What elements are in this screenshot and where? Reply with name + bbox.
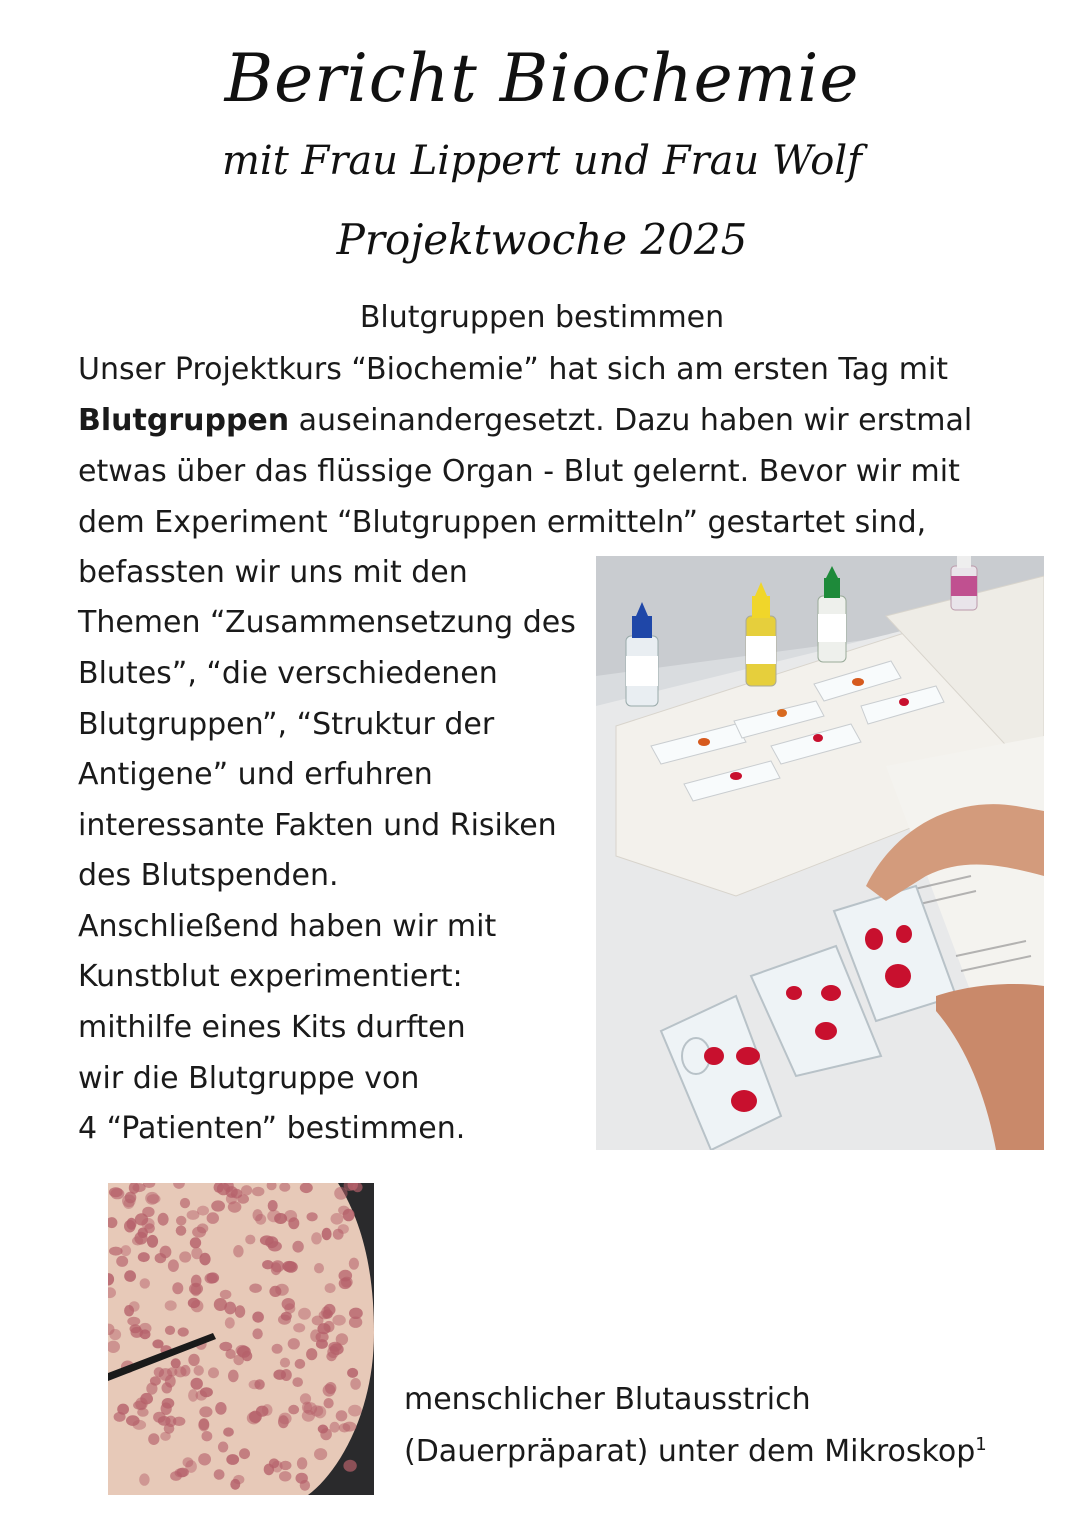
blood-cell [279,1471,291,1481]
blood-cell [252,1187,264,1197]
blood-cell [349,1258,359,1270]
blood-cell [252,1328,262,1339]
blood-cell [296,1473,308,1484]
microscope-photo [108,1183,374,1495]
blood-cell [154,1367,164,1377]
body-line: Themen “Zusammensetzung des [78,605,576,640]
blood-cell [109,1247,123,1256]
blood-cell [198,1453,211,1465]
blood-cell [148,1433,159,1445]
blood-cell [139,1473,149,1485]
body-line: wir die Blutgruppe von [78,1061,420,1096]
blood-cell [215,1402,226,1415]
blood-cell [207,1212,219,1224]
blood-cell [264,1464,274,1476]
blood-cell [284,1303,295,1313]
blood-cell [295,1359,306,1369]
blood-cell [239,1448,250,1459]
blood-cell [256,1406,269,1417]
blood-cell [196,1390,208,1400]
caption-line: menschlicher Blutausstrich [404,1382,811,1417]
event-label: Projektwoche 2025 [336,215,748,264]
body-line: des Blutspenden. [78,858,339,893]
body-line: interessante Fakten und Risiken [78,808,557,843]
blood-cell [165,1326,175,1335]
caption-text: (Dauerpräparat) unter dem Mikroskop [404,1434,976,1469]
blood-cell [253,1209,263,1221]
blood-cell [233,1245,243,1257]
blood-cell [219,1342,232,1351]
blood-cell [122,1195,136,1208]
blood-cell [158,1213,169,1226]
blood-cell [168,1259,179,1272]
blood-cell [138,1252,150,1262]
blood-cell [188,1298,200,1308]
blood-cell [338,1224,349,1234]
blood-cell [297,1457,307,1469]
blood-cell [343,1460,356,1472]
blood-cell [348,1405,362,1417]
footnote-marker: 1 [975,1434,987,1455]
body-line: befassten wir uns mit den [78,555,468,590]
blood-cell [302,1402,312,1414]
blood-cell [220,1290,232,1299]
blood-cell [245,1235,255,1245]
blood-cell [293,1323,305,1332]
blood-cell [207,1272,220,1283]
blood-cell [288,1338,300,1349]
blood-cell [306,1348,317,1360]
blood-cell [228,1370,239,1383]
blood-cell [347,1368,358,1378]
blood-cell [114,1412,126,1422]
blood-cell [280,1358,290,1368]
blood-cell [194,1365,204,1375]
blood-cell [324,1398,334,1408]
blood-cell [140,1278,150,1288]
blood-cell [318,1425,328,1434]
blood-cell [278,1415,289,1428]
section-heading: Blutgruppen bestimmen [359,300,725,335]
blood-cell [138,1228,148,1239]
blood-cell [292,1377,303,1387]
blood-cell [332,1315,345,1326]
blood-cell [241,1185,252,1195]
body-line: Blutes”, “die verschiedenen [78,656,498,691]
blood-cell [325,1283,336,1293]
blood-cell [170,1471,182,1481]
blood-cell [180,1198,190,1208]
blood-cell [165,1300,177,1310]
blood-cell [223,1427,234,1436]
body-line: Kunstblut experimentiert: [78,959,463,994]
blood-cell [267,1210,281,1222]
caption-line [404,1432,987,1472]
bold-term: Blutgruppen [78,403,290,438]
blood-cell [235,1305,245,1318]
blood-cell [252,1312,264,1323]
blood-cell [155,1253,167,1263]
blood-cell [131,1327,144,1338]
blood-cell [152,1339,163,1348]
blood-cell [292,1241,303,1253]
blood-cell [190,1237,201,1248]
blood-cell [162,1398,175,1409]
blood-cell [187,1210,200,1220]
blood-cell [214,1469,225,1480]
blood-cell [343,1209,355,1222]
blood-cell [284,1210,297,1222]
body-line: Unser Projektkurs “Biochemie” hat sich am ersten Tag mit [78,352,949,387]
blood-cell [273,1370,286,1380]
blood-cell [225,1317,235,1328]
blood-cell [198,1419,209,1432]
blood-cell [176,1226,187,1236]
blood-cell [322,1228,332,1240]
blood-cell [272,1344,283,1354]
blood-cell [124,1270,136,1282]
blood-cell [127,1317,140,1326]
blood-cell [172,1282,183,1294]
blood-cell [288,1405,299,1415]
document-subtitle: mit Frau Lippert und Frau Wolf [222,138,862,184]
blood-cell [191,1378,203,1390]
blood-cell [237,1194,249,1204]
blood-cell [165,1375,176,1388]
blood-cell [116,1256,128,1267]
blood-cell [336,1410,348,1421]
blood-cell [192,1227,206,1238]
blood-cell [199,1253,210,1266]
blood-cell [314,1263,324,1273]
blood-cell [226,1454,239,1465]
body-line [78,401,972,441]
blood-cell [282,1261,296,1272]
blood-cell [218,1442,228,1453]
blood-cell [150,1376,161,1385]
blood-cell [176,1216,186,1226]
blood-cell [268,1200,278,1211]
blood-cell [323,1384,336,1397]
blood-cell [343,1422,357,1432]
blood-cell [202,1431,213,1441]
blood-cell [189,1283,203,1295]
blood-cell [214,1298,227,1311]
body-line: dem Experiment “Blutgruppen ermitteln” gestartet sind, [78,505,927,540]
blood-cell [311,1232,322,1244]
body-text: auseinandergesetzt. Dazu haben wir erstmal [289,403,973,438]
blood-cell [185,1460,197,1473]
blood-cell [211,1200,225,1211]
blood-cell [336,1333,348,1345]
blood-cell [233,1475,244,1484]
blood-cell [349,1308,363,1319]
body-line: Antigene” und erfuhren [78,757,433,792]
blood-cell [298,1308,311,1320]
blood-cell [147,1235,158,1248]
blood-cell [126,1415,140,1426]
blood-cell [147,1194,161,1204]
blood-cell [164,1423,175,1433]
body-line: Blutgruppen”, “Struktur der [78,707,495,742]
blood-cell [350,1378,361,1390]
blood-cell [269,1286,281,1297]
blood-cell [208,1367,219,1378]
body-line: 4 “Patienten” bestimmen. [78,1111,466,1146]
blood-cell [254,1379,264,1389]
blood-cell [137,1408,148,1417]
blood-cell [316,1339,328,1349]
blood-cell [271,1260,284,1272]
blood-cell [249,1284,262,1293]
document-title: Bericht Biochemie [224,40,860,117]
blood-cell [268,1241,282,1251]
blood-cell [339,1278,352,1289]
body-line: Anschließend haben wir mit [78,909,497,944]
blood-cell [153,1412,166,1423]
blood-cell [124,1305,134,1316]
blood-cell [233,1355,244,1366]
blood-cell [179,1251,191,1262]
body-line: etwas über das flüssige Organ - Blut gelernt. Bevor wir mit [78,454,960,489]
experiment-photo [596,556,1044,1150]
blood-cell [110,1188,124,1199]
blood-cell [330,1422,340,1433]
blood-cell [280,1461,292,1470]
blood-cell [188,1354,199,1366]
blood-cell [314,1448,327,1460]
blood-cell [178,1327,189,1336]
blood-cell [199,1406,212,1417]
blood-cell [319,1310,331,1319]
blood-cell [307,1212,318,1221]
blood-cell [331,1213,344,1225]
body-line: mithilfe eines Kits durften [78,1010,466,1045]
